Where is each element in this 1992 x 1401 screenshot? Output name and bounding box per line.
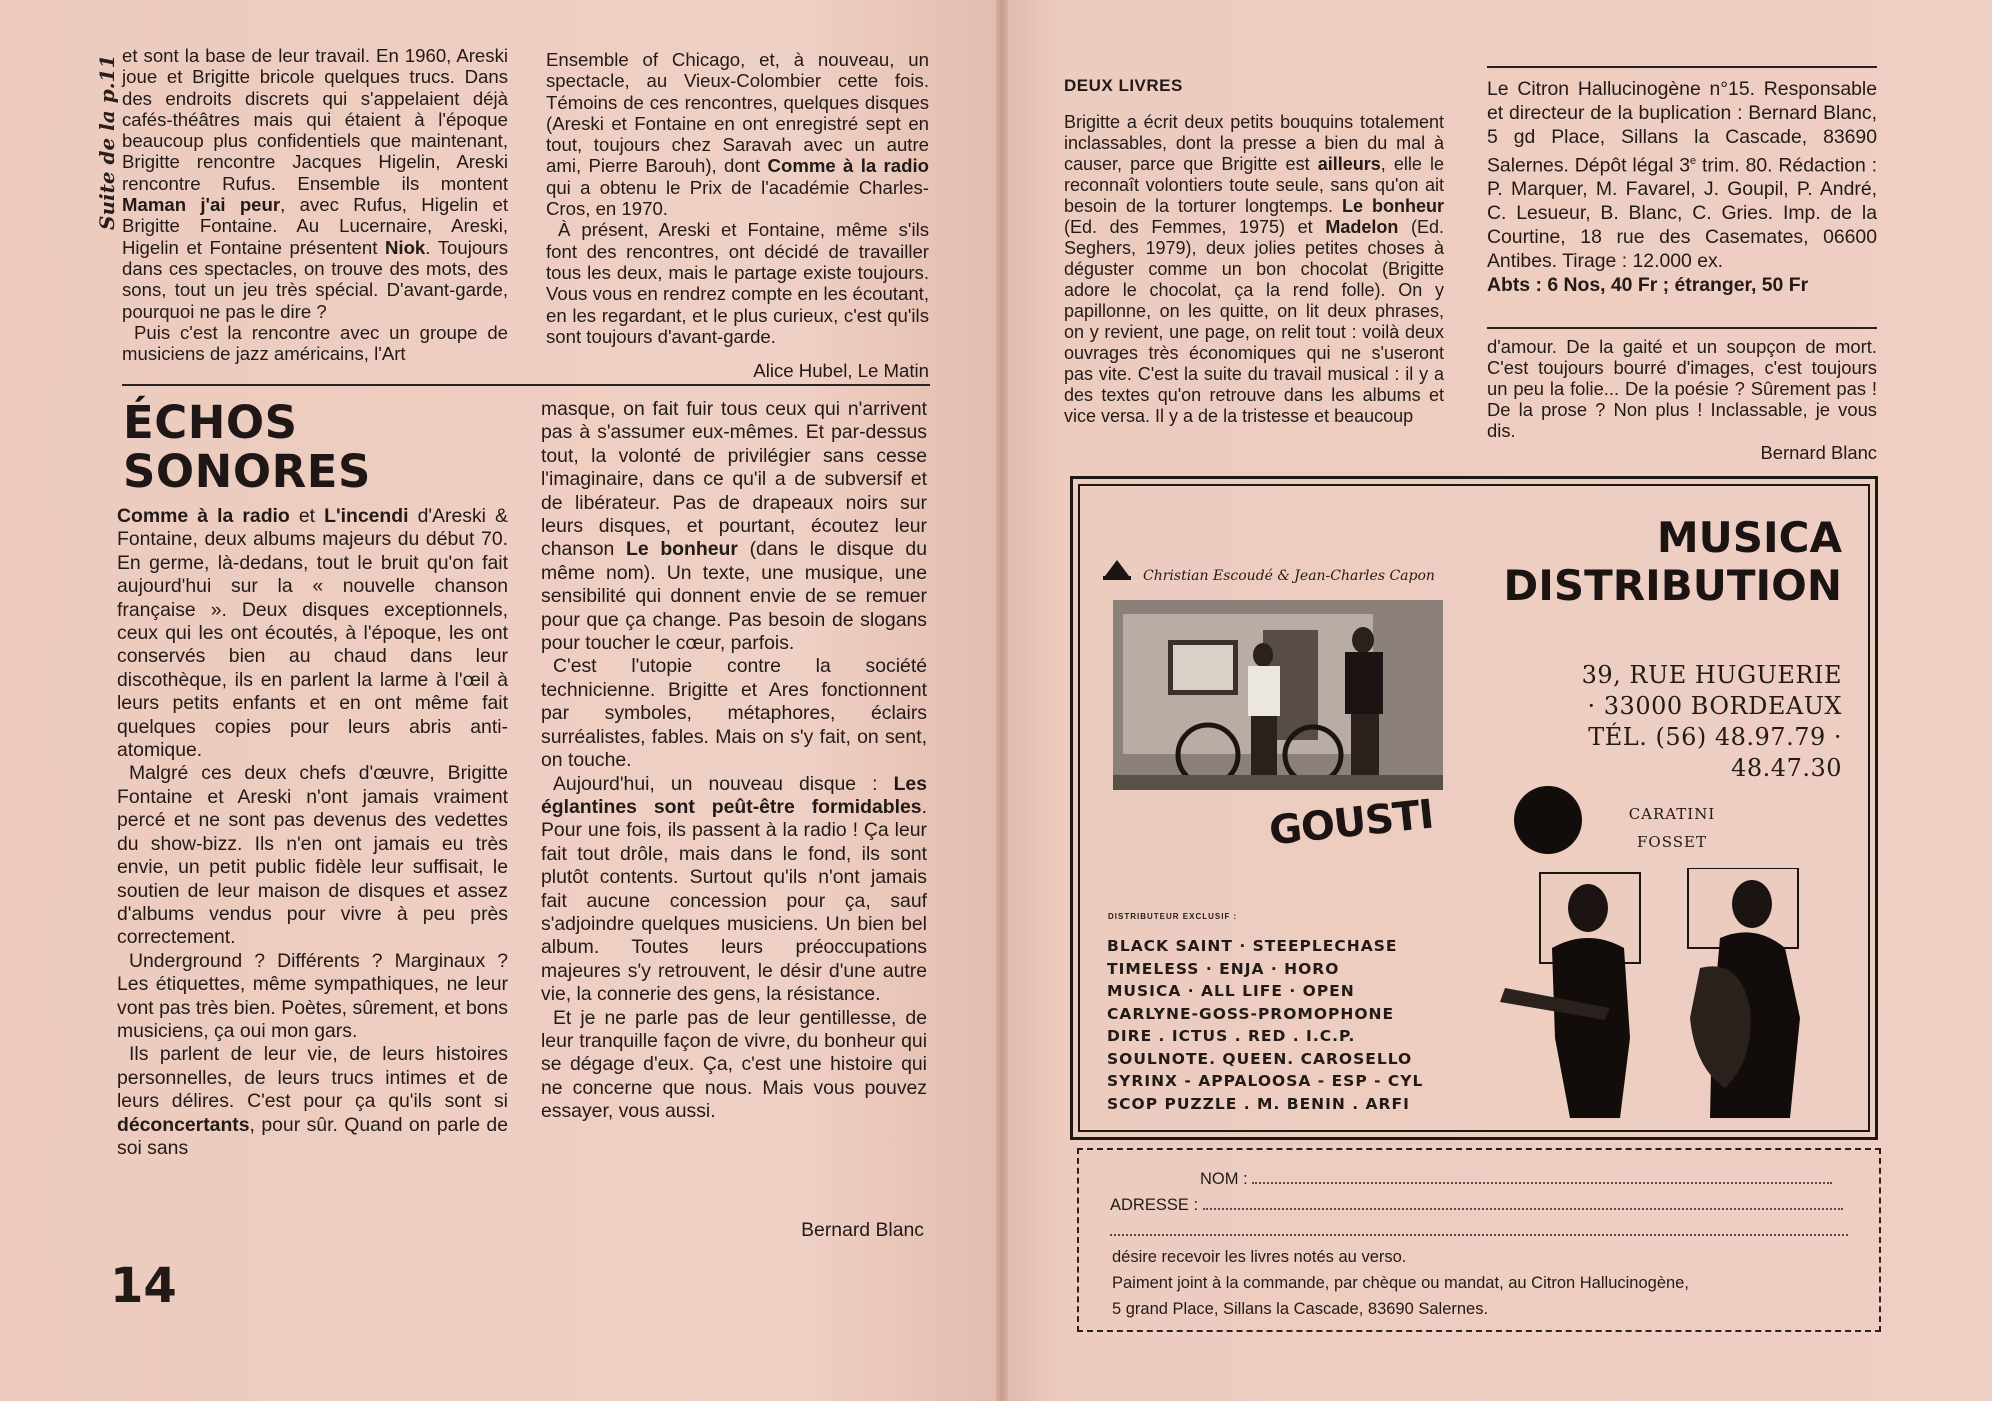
- article-signature-bottom: Bernard Blanc: [801, 1219, 924, 1241]
- second-album-brand: [1612, 800, 1732, 856]
- colophon-text: Le Citron Hallucinogène n°15. Responsable et directeur de la buplication : Bernard Blanc, 5 gd Place, Sillans la Cascade, 83690 Salernes. Dépôt légal 3e trim. 80. Rédaction : P. Marquer, M. Favarel, J. Goupil, P. André, C. Lesueur, B. Blanc, C. Gries. Imp. de la Courtine, 18 rue des Casemates, 06600 Antibes. Tirage : 12.000 ex.: [1487, 78, 1877, 273]
- order-line1: désire recevoir les livres notés au verso.: [1112, 1248, 1407, 1266]
- record-label-line: SOULNOTE. QUEEN. CAROSELLO: [1107, 1049, 1413, 1068]
- record-label-line: CARLYNE-GOSS-PROMOPHONE: [1107, 1004, 1395, 1023]
- colophon-top-rule: [1487, 66, 1877, 68]
- ad-address-line2: · 33000 BORDEAUX: [1587, 692, 1842, 720]
- article-col2-bottom: masque, on fait fuir tous ceux qui n'arrivent pas à s'assumer eux-mêmes. Et par-dessus tout, la volonté de privilégier sans cesse l'imaginaire, dans ce qu'il a de subversif et de libérateur. Pas de drapeaux noirs sur leurs disques, et pourtant, écoutez leur chanson Le bonheur (dans le disque du même nom). Un texte, une musique, une sensibilité qui donnent envie de se remuer pour que ça change. Pas besoin de slogans pour toucher le cœur, parfois. C'est l'utopie contre la société technicienne. Brigitte et Ares fonctionnent par symboles, métaphores, éclairs surréalistes, fables. Mais on s'y fait, on sent, on touche. Aujourd'hui, un nouveau disque : Les églantines sont peût-être formidables. Pour une fois, ils passent à la radio ! Ça leur fait tout drôle, mais dans le fond, ils sont plutôt contents. Surtout qu'ils n'ont jamais fait aucune concession pour ça, sauf s'adjoindre quelques musiciens. Un bien bel album. Toutes leurs préoccupations majeures s'y retrouvent, le désir d'une autre vie, la connerie des gens, la résistance. Et je ne parle pas de leur gentillesse, de leur tranquille façon de vivre, du bonheur qui se dégage d'eux. Ça, c'est une histoire qui ne concerne que nous. Mais vous pouvez essayer, vous aussi.: [541, 398, 928, 1123]
- musicians-photos: [1500, 868, 1840, 1120]
- order-address-label: ADRESSE :: [1110, 1196, 1199, 1214]
- headline: [123, 398, 423, 496]
- divider-rule: [122, 384, 930, 386]
- exclusive-distributor-label: DISTRIBUTEUR EXCLUSIF :: [1108, 912, 1238, 921]
- order-line3: 5 grand Place, Sillans la Cascade, 83690 Salernes.: [1112, 1300, 1489, 1318]
- ad-title-line2: DISTRIBUTION: [1503, 561, 1842, 610]
- ad-phone: TÉL. (56) 48.97.79 · 48.47.30: [1588, 723, 1842, 782]
- record-label-line: SYRINX - APPALOOSA - ESP - CYL: [1107, 1072, 1424, 1090]
- second-album-artist-top: CARATINI: [1628, 805, 1716, 823]
- colophon: [1487, 77, 1877, 297]
- album-cover-photo: [1113, 600, 1443, 790]
- order-address-field-2[interactable]: [1110, 1222, 1848, 1236]
- article-col2-top: Ensemble of Chicago, et, à nouveau, un spectacle, au Vieux-Colombier cette fois. Témoins de ces rencontres, quelques disques (Areski et Fontaine en ont enregistré sept en tout, toujours chez Saravah avec un autre ami, Pierre Barouh), dont Comme à la radio qui a obtenu le Prix de l'académie Charles-Cros, en 1970. À présent, Areski et Fontaine, même s'ils font des rencontres, ont décidé de travailler tous les deux, mais le partage existe toujours. Vous vous en rendrez compte en les écoutant, en les regardant, et le plus curieux, c'est qu'ils sont toujours d'avant-garde.: [546, 49, 929, 347]
- record-disc-icon: [1514, 786, 1582, 854]
- order-name-label: NOM :: [1200, 1170, 1248, 1188]
- order-address-field[interactable]: [1203, 1196, 1843, 1210]
- books-text: Brigitte a écrit deux petits bouquins totalement inclassables, dont la presse a bien du mal à causer, parce que Brigitte est ailleurs, elle le reconnaît volontiers toute seule, sans qu'on ait besoin de la torturer longtemps. Le bonheur (Ed. des Femmes, 1975) et Madelon (Ed. Seghers, 1979), deux jolies petites choses à déguster comme un bon chocolat (Brigitte adore le chocolat, ça la rend folle). On y papillonne, on les quitte, on lit deux phrases, on y revient, une page, on relit tout : voilà deux ouvrages très économiques qui ne s'useront pas vite. C'est la suite du travail musical : il y a des textes qu'on retrouve dans les albums et vice versa. Il y a de la tristesse et beaucoup: [1064, 112, 1445, 426]
- colophon-subscription: Abts : 6 Nos, 40 Fr ; étranger, 50 Fr: [1487, 274, 1809, 297]
- colophon-bottom-rule: [1487, 327, 1877, 329]
- record-label-line: MUSICA · ALL LIFE · OPEN: [1107, 982, 1355, 1000]
- record-labels-list: [1107, 935, 1467, 1115]
- headline-line2: SONORES: [123, 445, 371, 498]
- book-gutter: [996, 0, 1008, 1401]
- page-number: 14: [110, 1258, 177, 1314]
- ad-address-line1: 39, RUE HUGUERIE: [1581, 661, 1842, 689]
- order-line2: Paiment joint à la commande, par chèque ou mandat, au Citron Hallucinogène,: [1112, 1274, 1689, 1292]
- order-name-field[interactable]: [1252, 1170, 1832, 1184]
- order-address-row-2: [1110, 1218, 1848, 1244]
- article-col1-bottom: Comme à la radio et L'incendi d'Areski & Fontaine, deux albums majeurs du début 70. En germe, là-dedans, tout le bruit qu'on fait aujourd'hui sur la « nouvelle chanson française ». Deux disques exceptionnels, ceux qui les ont écoutés, à l'époque, les ont conservés bien au chaud dans leur discothèque, ils en parlent la larme à l'œil à leurs petits enfants et en ont même fait quelques copies pour leurs abris anti-atomique. Malgré ces deux chefs d'œuvre, Brigitte Fontaine et Areski n'ont jamais vraiment percé et ne sont pas devenus des vedettes du show-bizz. Ils n'en ont jamais eu très envie, un petit public fidèle leur suffisait, le soutien de leur maison de disques et assez d'albums vendus pour vivre à peu près correctement. Underground ? Différents ? Marginaux ? Les étiquettes, même sympathiques, ne leur vont pas très bien. Poètes, sûrement, et bons musiciens, ça oui mon gars. Ils parlent de leur vie, de leurs histoires personnelles, de leurs trucs intimes et de leurs délires. C'est pour ça qu'ils sont si déconcertants, pour sûr. Quand on parle de soi sans: [117, 505, 508, 1159]
- album-cover-artists: Christian Escoudé & Jean-Charles Capon: [1143, 568, 1435, 584]
- record-label-line: BLACK SAINT · STEEPLECHASE: [1107, 937, 1398, 955]
- label-logo-icon: [1103, 556, 1133, 582]
- order-name-row: [1200, 1166, 1832, 1192]
- books-signature: Bernard Blanc: [1760, 442, 1877, 463]
- record-label-line: SCOP PUZZLE . M. BENIN . ARFI: [1107, 1094, 1410, 1113]
- record-label-line: TIMELESS · ENJA · HORO: [1107, 959, 1340, 978]
- order-address-row: [1110, 1192, 1843, 1218]
- article-col1-top: et sont la base de leur travail. En 1960, Areski joue et Brigitte bricole quelques trucs. Dans des endroits discrets qui s'appelaient déjà cafés-théâtres mais qui étaient à l'époque beaucoup plus confidentiels que maintenant, Brigitte rencontre Jacques Higelin, Areski rencontre Rufus. Ensemble ils montent Maman j'ai peur, avec Rufus, Higelin et Brigitte Fontaine. Au Lucernaire, Areski, Higelin et Fontaine présentent Niok. Toujours dans ces spectacles, on trouve des mots, des sons, tout un jeu très spécial. D'avant-garde, pourquoi ne pas le dire ? Puis c'est la rencontre avec un groupe de musiciens de jazz américains, l'Art: [122, 45, 508, 365]
- second-album-artist-bottom: FOSSET: [1637, 833, 1707, 851]
- ad-title-line1: MUSICA: [1656, 513, 1842, 562]
- continued-note: Suite de la p.11: [95, 54, 119, 231]
- books-continued: d'amour. De la gaité et un soupçon de mort. C'est toujours bourré d'images, c'est toujours un peu la folie... De la poésie ? Sûrement pas ! De la prose ? Non plus ! Inclassable, je vous dis.: [1487, 336, 1877, 441]
- record-label-line: DIRE . ICTUS . RED . I.C.P.: [1107, 1027, 1356, 1045]
- article-signature-top: Alice Hubel, Le Matin: [753, 360, 929, 381]
- ad-title: [1480, 514, 1842, 610]
- album-cover-title: GOUSTI: [1267, 791, 1436, 855]
- ad-address: [1470, 660, 1842, 784]
- headline-line1: ÉCHOS: [123, 396, 298, 449]
- section-title: DEUX LIVRES: [1064, 76, 1183, 95]
